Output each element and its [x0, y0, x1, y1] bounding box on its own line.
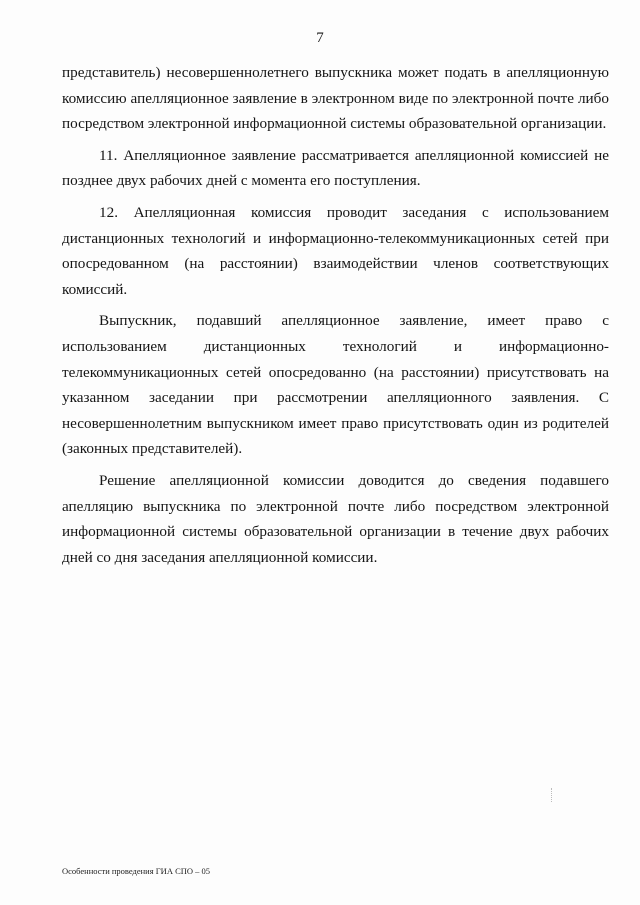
paragraph-item-12: 12. Апелляционная комиссия проводит заседания с использованием дистанционных технологий и информационно-телекоммуникационных сетей при опосредованном (на расстоянии) взаимодействии членов соответствующих комиссий.	[62, 203, 609, 298]
document-body	[62, 60, 609, 576]
paragraph-commission-decision: Решение апелляционной комиссии доводится до сведения подавшего апелляцию выпускника по электронной почте либо посредством электронной информационной системы образовательной организации в течение двух рабочих дней со дня заседания апелляционной комиссии.	[62, 471, 609, 566]
paragraph-item-11: 11. Апелляционное заявление рассматривается апелляционной комиссией не позднее двух рабочих дней с момента его поступления.	[62, 146, 609, 190]
page-number: 7	[316, 30, 324, 46]
paragraph-graduate-rights: Выпускник, подавший апелляционное заявление, имеет право с использованием дистанционных технологий и информационно-телекоммуникационных сетей опосредованно (на расстоянии) присутствовать на указанном заседании при рассмотрении апелляционного заявления. С несовершеннолетним выпускником имеет право присутствовать один из родителей (законных представителей).	[62, 312, 609, 458]
paragraph-continuation: представитель) несовершеннолетнего выпускника может подать в апелляционную комиссию апелляционное заявление в электронном виде по электронной почте либо посредством электронной информационной системы образовательной организации.	[62, 64, 609, 133]
scan-artifact	[551, 788, 554, 802]
page-footer: Особенности проведения ГИА СПО – 05	[62, 866, 211, 876]
